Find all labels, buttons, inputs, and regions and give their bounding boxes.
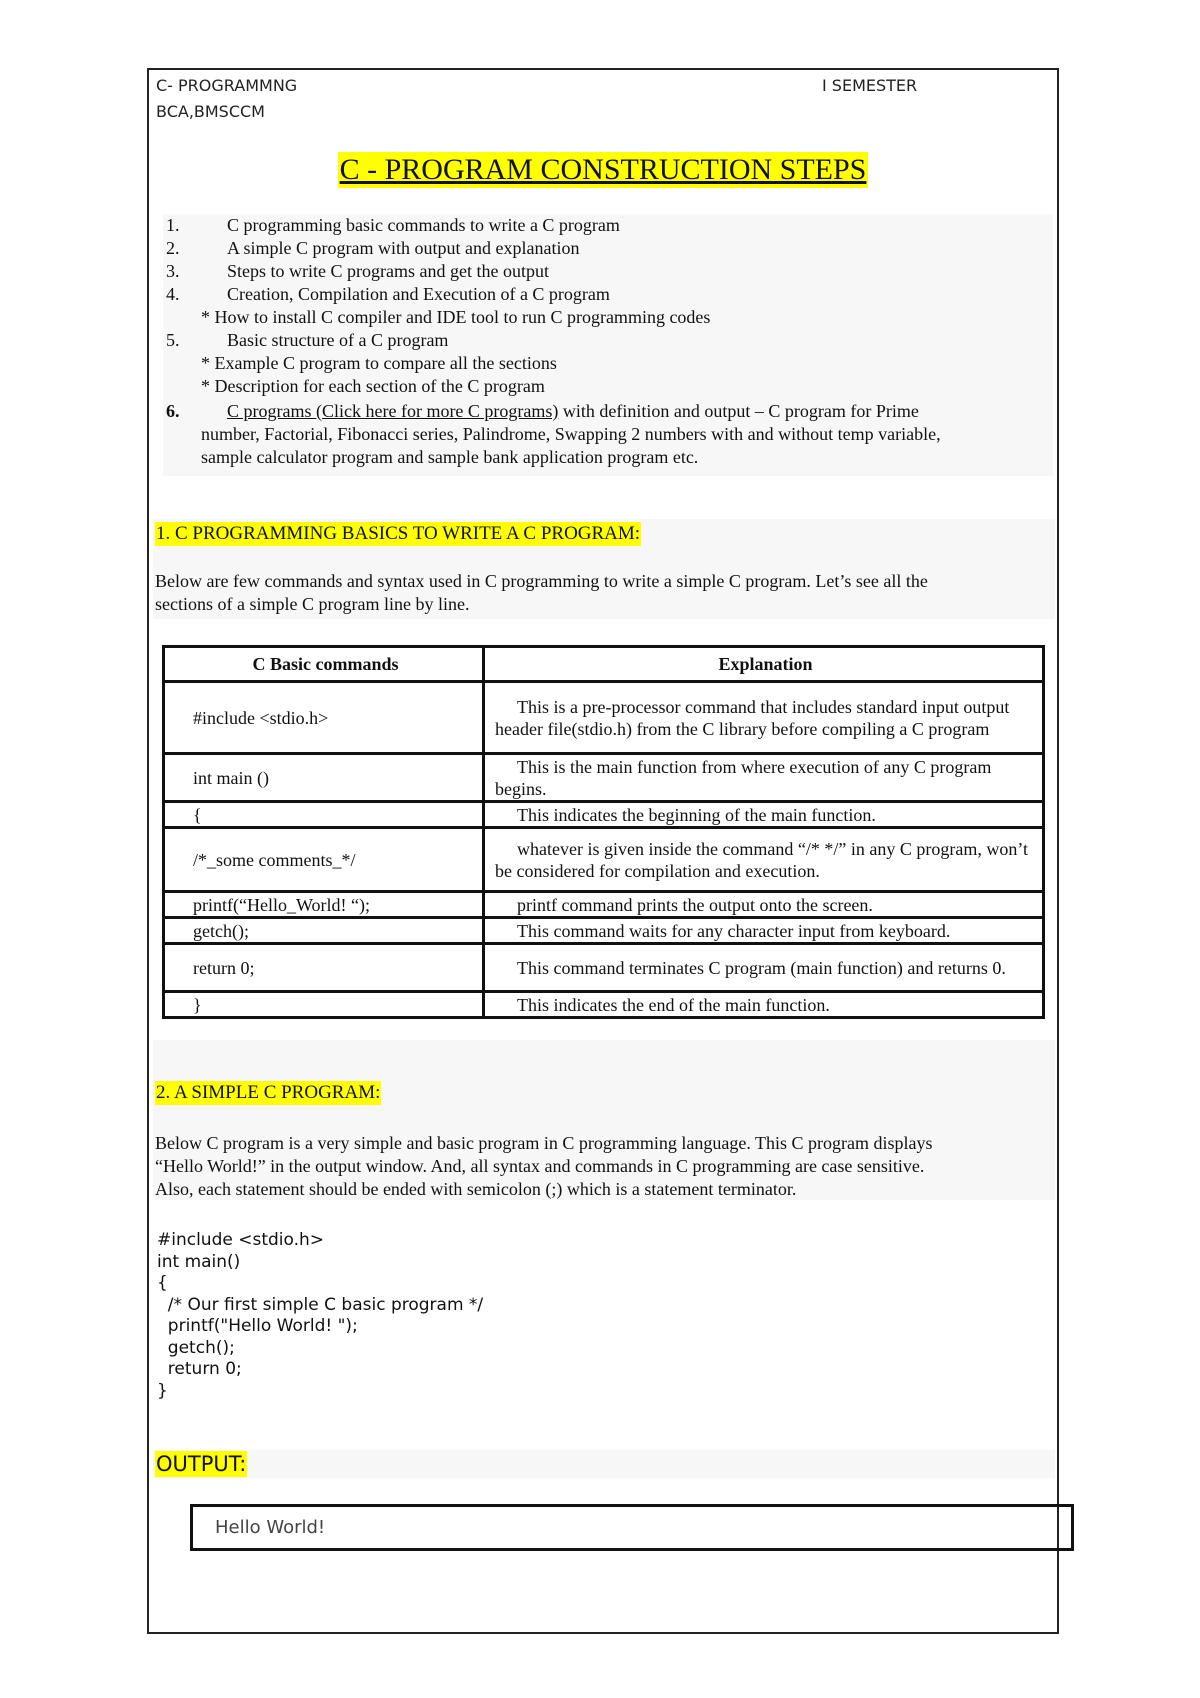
explanation-cell: printf command prints the output onto the screen.: [484, 892, 1044, 918]
table-row: [164, 918, 1044, 944]
command-cell: printf(“Hello_World! “);: [164, 892, 484, 918]
command-cell: /*_some comments_*/: [164, 828, 484, 892]
code-line: }: [157, 1380, 168, 1401]
toc-item-number: 5.: [166, 330, 180, 350]
toc-item: [163, 329, 1053, 352]
toc-item: [163, 283, 1053, 306]
explanation-cell: This indicates the end of the main function.: [484, 992, 1044, 1018]
intro-line: sections of a simple C program line by line.: [155, 594, 470, 614]
toc-item-text: number, Factorial, Fibonacci series, Palindrome, Swapping 2 numbers with and without temp variable,: [201, 424, 941, 444]
paragraph-line: “Hello World!” in the output window. And, all syntax and commands in C programming are case sensitive.: [155, 1156, 925, 1176]
output-heading: OUTPUT:: [156, 1452, 247, 1476]
header-semester: I SEMESTER: [822, 76, 918, 95]
output-band: [153, 1450, 1055, 1478]
toc-item-text: with definition and output – C program for Prime: [558, 401, 919, 421]
toc-item-number: 2.: [166, 238, 180, 258]
intro-line: Below are few commands and syntax used in C programming to write a simple C program. Let’s see all the: [155, 571, 928, 591]
table-row: [164, 802, 1044, 828]
toc-item-text: Creation, Compilation and Execution of a C program: [227, 284, 610, 304]
output-box: [190, 1504, 1074, 1551]
paragraph-line: Below C program is a very simple and basic program in C programming language. This C program displays: [155, 1133, 933, 1153]
command-cell: int main (): [164, 754, 484, 802]
toc-item-text: Basic structure of a C program: [227, 330, 449, 350]
toc-item-text: C programming basic commands to write a C program: [227, 215, 620, 235]
command-cell: return 0;: [164, 944, 484, 992]
toc-item: [163, 214, 1053, 237]
header-subject: C- PROGRAMMNG: [156, 76, 298, 95]
section2-paragraph: [155, 1132, 1051, 1201]
table-header-row: [164, 647, 1044, 682]
explanation-cell: This command waits for any character input from keyboard.: [484, 918, 1044, 944]
explanation-cell: This is a pre-processor command that includes standard input output header file(stdio.h) from the C library before compiling a C program: [484, 682, 1044, 754]
table-row: [164, 892, 1044, 918]
toc-subitem-text: * Example C program to compare all the sections: [201, 353, 557, 373]
toc-item-text: sample calculator program and sample bank application program etc.: [201, 447, 699, 467]
table-row: [164, 828, 1044, 892]
column-header-commands: C Basic commands: [164, 647, 484, 682]
code-line: /* Our first simple C basic program */: [157, 1294, 484, 1315]
paragraph-line: Also, each statement should be ended with semicolon (;) which is a statement terminator.: [155, 1179, 797, 1199]
section1-intro: [155, 570, 1051, 616]
toc-item-6: [163, 400, 1053, 469]
toc-subitem: [163, 306, 1053, 329]
toc-item: [163, 260, 1053, 283]
command-cell: #include <stdio.h>: [164, 682, 484, 754]
code-block: [157, 1230, 483, 1402]
toc-item-text: Steps to write C programs and get the output: [227, 261, 549, 281]
section1-heading: 1. C PROGRAMMING BASICS TO WRITE A C PROGRAM:: [156, 523, 641, 544]
command-cell: getch();: [164, 918, 484, 944]
title-container: [150, 152, 1056, 188]
section2-heading: 2. A SIMPLE C PROGRAM:: [156, 1082, 381, 1103]
command-cell: {: [164, 802, 484, 828]
more-c-programs-link[interactable]: C programs (Click here for more C programs): [227, 401, 559, 421]
toc-item-text: A simple C program with output and explanation: [227, 238, 580, 258]
page-title: C - PROGRAM CONSTRUCTION STEPS: [339, 153, 867, 186]
code-line: return 0;: [157, 1359, 242, 1379]
code-line: int main(): [157, 1251, 241, 1272]
toc-item-number: 3.: [166, 261, 180, 281]
code-line: printf("Hello World! ");: [157, 1316, 358, 1336]
output-text: Hello World!: [215, 1517, 326, 1538]
explanation-cell: This indicates the beginning of the main function.: [484, 802, 1044, 828]
table-row: [164, 944, 1044, 992]
table-row: [164, 754, 1044, 802]
table-row: [164, 682, 1044, 754]
toc-subitem: [163, 375, 1053, 398]
toc-subitem-text: * How to install C compiler and IDE tool to run C programming codes: [201, 307, 711, 327]
code-line: getch();: [157, 1337, 235, 1358]
code-line: {: [157, 1273, 168, 1293]
table-row: [164, 992, 1044, 1018]
toc-item-number: 1.: [166, 215, 180, 235]
toc-subitem: [163, 352, 1053, 375]
explanation-cell: This command terminates C program (main function) and returns 0.: [484, 944, 1044, 992]
header-college: BCA,BMSCCM: [156, 102, 265, 121]
command-cell: }: [164, 992, 484, 1018]
column-header-explanation: Explanation: [484, 647, 1044, 682]
toc-subitem-text: * Description for each section of the C program: [201, 376, 545, 396]
commands-table: [162, 645, 1045, 1019]
toc-item-number: 4.: [166, 284, 180, 304]
code-line: #include <stdio.h>: [157, 1230, 325, 1250]
toc-item: [163, 237, 1053, 260]
table-of-contents: [163, 214, 1053, 476]
explanation-cell: whatever is given inside the command “/* */” in any C program, won’t be considered for compilation and execution.: [484, 828, 1044, 892]
explanation-cell: This is the main function from where execution of any C program begins.: [484, 754, 1044, 802]
toc-item-number: 6.: [166, 401, 180, 421]
